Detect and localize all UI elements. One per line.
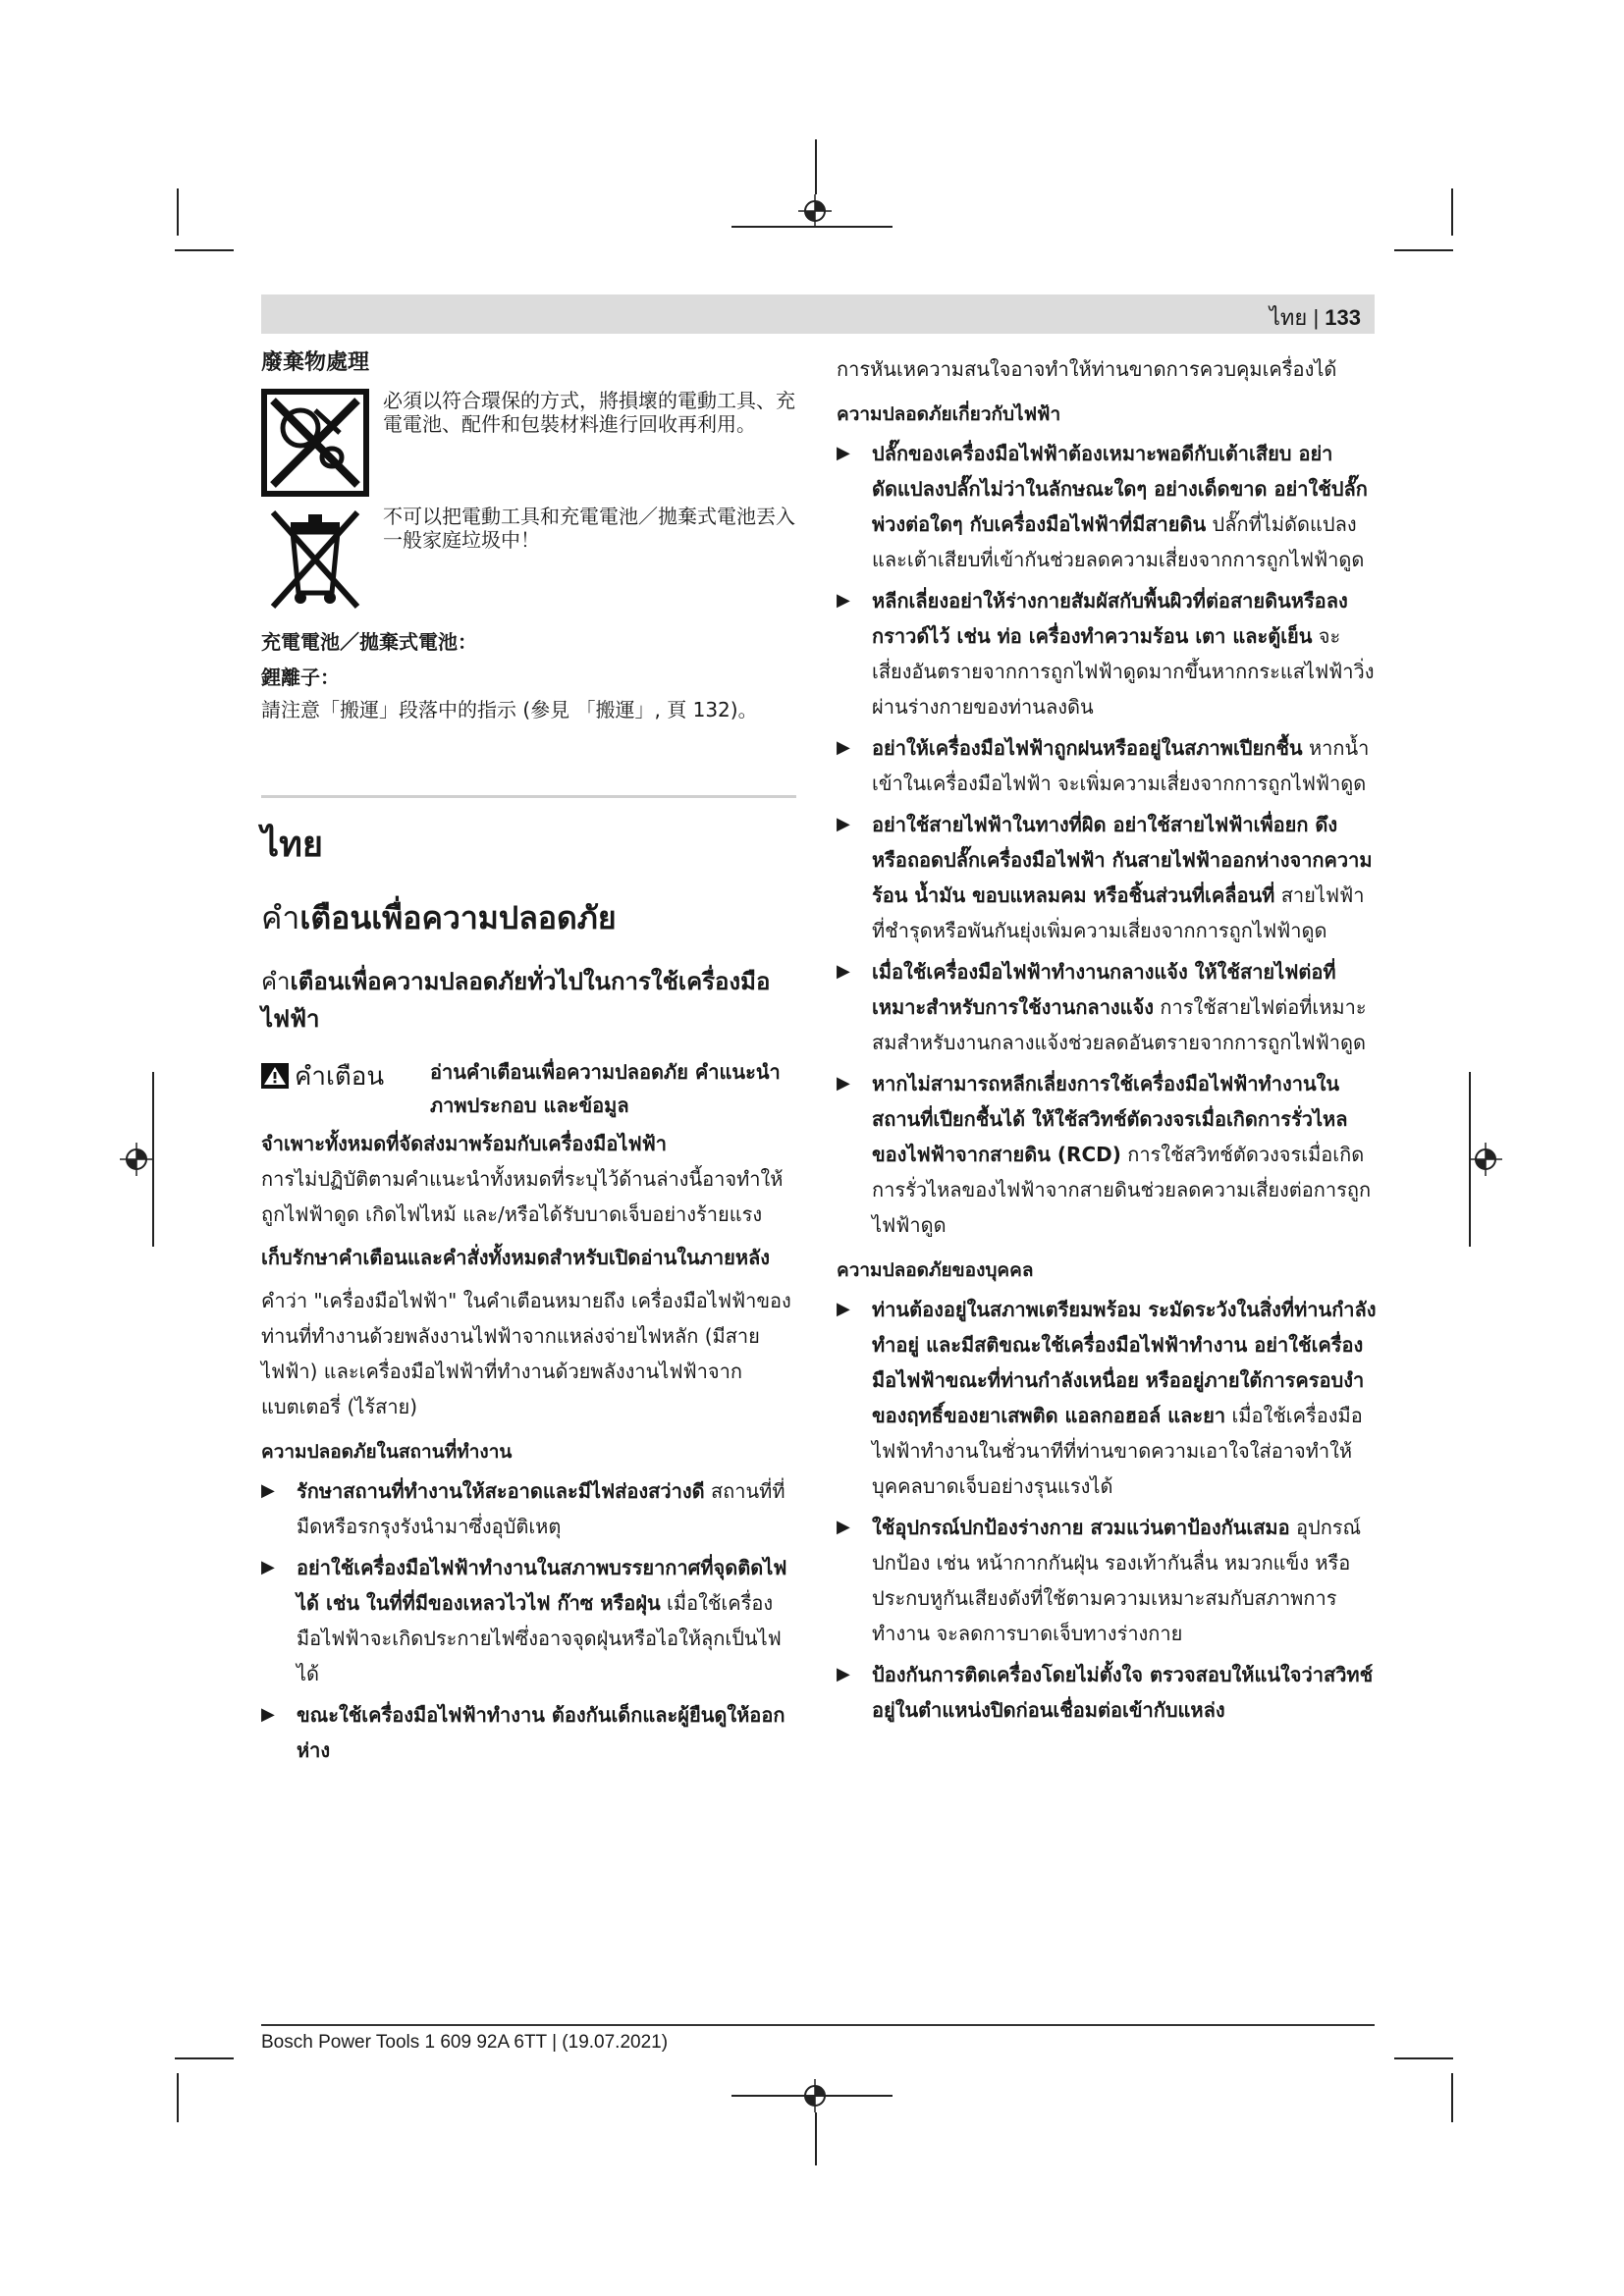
warning-text-2: จำเพาะทั้งหมดที่จัดส่งมาพร้อมกับเครื่องมือไฟฟ้า (261, 1132, 667, 1155)
page-header-text (1270, 300, 1361, 335)
list-item-bold: อย่าให้เครื่องมือไฟฟ้าถูกฝนหรืออยู่ในสภาพเปียกชื้น (872, 736, 1303, 760)
waste-heading: 廢棄物處理 (261, 350, 370, 375)
crop-mark (815, 139, 817, 194)
bullet-arrow-icon: ▶ (837, 814, 850, 834)
section-title-prefix: คำ (261, 899, 300, 936)
crop-mark (1469, 1072, 1471, 1247)
list-item (837, 807, 1377, 948)
crop-mark (177, 2073, 179, 2122)
crosshair-icon (798, 194, 832, 228)
crop-mark (175, 249, 234, 251)
list-item-text: หากน้ำเข้าในเครื่องมือไฟฟ้า จะเพิ่มความเสี่ยงจากการถูกไฟฟ้าดูด (872, 736, 1370, 795)
header-language: ไทย (1269, 305, 1308, 330)
bullet-arrow-icon: ▶ (837, 443, 850, 463)
list-item-bold: เมื่อใช้เครื่องมือไฟฟ้าทำงานกลางแจ้ง ให้ใช้สายไฟต่อที่เหมาะสำหรับการใช้งานกลางแจ้ง (872, 960, 1336, 1019)
list-item-text: สถานที่ที่มืดหรือรกรุงรังนำมาซึ่งอุบัติเหตุ (297, 1479, 785, 1538)
list-item-text: อุปกรณ์ปกป้อง เช่น หน้ากากกันฝุ่น รองเท้ากันลื่น หมวกแข็ง หรือประกบหูกันเสียงดังที่ใช้ตามความเหมาะสมกับสภาพการทำงาน จะลดการบาดเจ็บทางร่างกาย (872, 1516, 1362, 1645)
list-item (261, 1697, 796, 1768)
recycle-row (261, 389, 796, 497)
battery-text: 請注意「搬運」段落中的指示 (參見 「搬運」, 頁 132)。 (261, 698, 758, 721)
list-item-text: การใช้สวิทช์ตัดวงจรเมื่อเกิดการรั่วไหลของไฟฟ้าจากสายดินช่วยลดความเสี่ยงต่อการถูกไฟฟ้าดูด (872, 1143, 1372, 1237)
list-item (261, 1550, 796, 1691)
battery-heading: 充電電池／拋棄式電池： (261, 630, 477, 654)
bin-row (261, 505, 796, 613)
bullet-arrow-icon: ▶ (837, 1517, 850, 1537)
crosshair-icon (1469, 1143, 1502, 1176)
work-area-heading: ความปลอดภัยในสถานที่ทำงาน (261, 1441, 513, 1463)
list-item-text: สายไฟฟ้าที่ชำรุดหรือพันกันยุ่งเพิ่มความเสี่ยงจากการถูกไฟฟ้าดูด (872, 883, 1365, 942)
list-item (837, 436, 1377, 577)
list-item (837, 954, 1377, 1060)
warning-text: อ่านคำเตือนเพื่อความปลอดภัย คำแนะนำ ภาพประกอบ และข้อมูล (430, 1060, 781, 1117)
page-header (261, 294, 1375, 334)
left-column (261, 346, 796, 1774)
list-item (837, 1292, 1377, 1504)
list-item (837, 1657, 1377, 1728)
header-separator: | (1313, 305, 1320, 330)
list-item-bold: อย่าใช้เครื่องมือไฟฟ้าทำงานในสภาพบรรยากาศที่จุดติดไฟได้ เช่น ในที่ที่มีของเหลวไวไฟ ก๊าซ หรือฝุ่น (297, 1556, 787, 1615)
bullet-arrow-icon: ▶ (261, 1704, 275, 1725)
noncompliance-text: การไม่ปฏิบัติตามคำแนะนำทั้งหมดที่ระบุไว้ด้านล่างนี้อาจทำให้ถูกไฟฟ้าดูด เกิดไฟไหม้ และ/หรือได้รับบาดเจ็บอย่างร้ายแรง (261, 1167, 784, 1226)
recycle-text: 必須以符合環保的方式，將損壞的電動工具、充電電池、配件和包裝材料進行回收再利用。 (383, 389, 795, 436)
crop-mark (731, 226, 893, 228)
list-item-bold: รักษาสถานที่ทำงานให้สะอาดและมีไฟส่องสว่างดี (297, 1479, 705, 1503)
electrical-heading: ความปลอดภัยเกี่ยวกับไฟฟ้า (837, 403, 1061, 425)
footer-text: Bosch Power Tools 1 609 92A 6TT | (19.07.2021) (261, 2032, 669, 2053)
list-item-bold: ท่านต้องอยู่ในสภาพเตรียมพร้อม ระมัดระวังในสิ่งที่ท่านกำลังทำอยู่ และมีสติขณะใช้เครื่องมือไฟฟ้าทำงาน อย่าใช้เครื่องมือไฟฟ้าขณะที่ท่านกำลังเหนื่อย หรืออยู่ภายใต้การครอบงำของฤทธิ์ของยาเสพติด แอลกอฮอล์ และยา (872, 1298, 1377, 1427)
list-item (837, 583, 1377, 724)
crossed-bin-icon (261, 505, 369, 613)
section-title-main: เตือนเพื่อความปลอดภัย (299, 899, 617, 936)
bullet-arrow-icon: ▶ (837, 1073, 850, 1094)
section-title (261, 900, 796, 935)
crosshair-icon (120, 1143, 153, 1176)
bin-text: 不可以把電動工具和充電電池／拋棄式電池丟入一般家庭垃圾中！ (383, 505, 795, 552)
bullet-arrow-icon: ▶ (261, 1557, 275, 1577)
subsection-title (261, 963, 796, 1038)
warning-row (261, 1055, 796, 1122)
bullet-arrow-icon: ▶ (837, 961, 850, 982)
list-item-bold: หลีกเลี่ยงอย่าให้ร่างกายสัมผัสกับพื้นผิวที่ต่อสายดินหรือลงกราวด์ไว้ เช่น ท่อ เครื่องทำความร้อน เตา และตู้เย็น (872, 589, 1348, 648)
list-item-bold: อย่าใช้สายไฟฟ้าในทางที่ผิด อย่าใช้สายไฟฟ้าเพื่อยก ดึง หรือถอดปลั๊กเครื่องมือไฟฟ้า กันสายไฟฟ้าออกห่างจากความร้อน น้ำมัน ขอบแหลมคม หรือชิ้นส่วนที่เคลื่อนที่ (872, 813, 1373, 907)
list-item-text: จะเสี่ยงอันตรายจากการถูกไฟฟ้าดูดมากขึ้นหากกระแสไฟฟ้าวิ่งผ่านร่างกายของท่านลงดิน (872, 624, 1375, 719)
personal-heading: ความปลอดภัยของบุคคล (837, 1259, 1034, 1281)
language-title: ไทย (261, 825, 323, 865)
section-divider (261, 795, 796, 798)
recycle-tool-icon (261, 389, 369, 497)
list-item-bold: ใช้อุปกรณ์ปกป้องร่างกาย สวมแว่นตาป้องกันเสมอ (872, 1516, 1290, 1539)
footer-divider (261, 2024, 1375, 2026)
list-item-bold: ป้องกันการติดเครื่องโดยไม่ตั้งใจ ตรวจสอบให้แน่ใจว่าสวิทช์อยู่ในตำแหน่งปิดก่อนเชื่อมต่อเข้ากับแหล่ง (872, 1663, 1374, 1722)
crop-mark (175, 2057, 234, 2059)
crop-mark (152, 1072, 154, 1247)
liion-heading: 鋰離子： (261, 666, 340, 689)
definition-text: คำว่า "เครื่องมือไฟฟ้า" ในคำเตือนหมายถึง เครื่องมือไฟฟ้าของท่านที่ทำงานด้วยพลังงานไฟฟ้าจากแหล่งจ่ายไฟหลัก (มีสายไฟฟ้า) และเครื่องมือไฟฟ้าที่ทำงานด้วยพลังงานไฟฟ้าจากแบตเตอรี่ (ไร้สาย) (261, 1289, 791, 1418)
list-item-text: เมื่อใช้เครื่องมือไฟฟ้าจะเกิดประกายไฟซึ่งอาจจุดฝุ่นหรือไอให้ลุกเป็นไฟได้ (297, 1591, 782, 1685)
crop-mark (177, 188, 179, 236)
bullet-arrow-icon: ▶ (837, 1299, 850, 1319)
continuation-text: การหันเหความสนใจอาจทำให้ท่านขาดการควบคุมเครื่องได้ (837, 357, 1337, 381)
subsection-title-main: เตือนเพื่อความปลอดภัยทั่วไปในการใช้เครื่องมือไฟฟ้า (261, 968, 771, 1033)
bullet-arrow-icon: ▶ (261, 1480, 275, 1501)
list-item-bold: ขณะใช้เครื่องมือไฟฟ้าทำงาน ต้องกันเด็กและผู้ยืนดูให้ออกห่าง (297, 1703, 785, 1762)
warning-label (261, 1055, 430, 1122)
crop-mark (1451, 188, 1453, 236)
crop-mark (1451, 2073, 1453, 2122)
list-item (837, 1066, 1377, 1243)
list-item-bold: หากไม่สามารถหลีกเลี่ยงการใช้เครื่องมือไฟฟ้าทำงานในสถานที่เปียกชื้นได้ ให้ใช้สวิทช์ตัดวงจรเมื่อเกิดการรั่วไหลของไฟฟ้าจากสายดิน (RCD) (872, 1072, 1348, 1166)
crop-mark (731, 2095, 893, 2097)
crop-mark (1394, 2057, 1453, 2059)
list-item-text: เมื่อใช้เครื่องมือไฟฟ้าทำงานในชั่วนาทีที่ท่านขาดความเอาใจใส่อาจทำให้บุคคลบาดเจ็บอย่างรุนแรงได้ (872, 1404, 1363, 1498)
list-item-text: ปลั๊กที่ไม่ดัดแปลงและเต้าเสียบที่เข้ากันช่วยลดความเสี่ยงจากการถูกไฟฟ้าดูด (872, 512, 1365, 571)
list-item (837, 730, 1377, 801)
bullet-arrow-icon: ▶ (837, 1664, 850, 1684)
crop-mark (1394, 249, 1453, 251)
crop-mark (815, 2112, 817, 2165)
list-item (837, 1510, 1377, 1651)
bullet-arrow-icon: ▶ (837, 737, 850, 758)
list-item-text: การใช้สายไฟต่อที่เหมาะสมสำหรับงานกลางแจ้งช่วยลดอันตรายจากการถูกไฟฟ้าดูด (872, 995, 1367, 1054)
right-column (837, 351, 1377, 1734)
keep-text: เก็บรักษาคำเตือนและคำสั่งทั้งหมดสำหรับเปิดอ่านในภายหลัง (261, 1246, 771, 1269)
list-item-bold: ปลั๊กของเครื่องมือไฟฟ้าต้องเหมาะพอดีกับเต้าเสียบ อย่าดัดแปลงปลั๊กไม่ว่าในลักษณะใดๆ อย่างเด็ดขาด อย่าใช้ปลั๊กพ่วงต่อใดๆ กับเครื่องมือไฟฟ้าที่มีสายดิน (872, 442, 1368, 536)
list-item (261, 1473, 796, 1544)
warning-triangle-icon (261, 1063, 289, 1089)
bullet-arrow-icon: ▶ (837, 590, 850, 611)
subsection-title-prefix: คำ (261, 968, 291, 995)
page-number: 133 (1325, 305, 1361, 330)
warning-label-text: คำเตือน (295, 1062, 385, 1092)
